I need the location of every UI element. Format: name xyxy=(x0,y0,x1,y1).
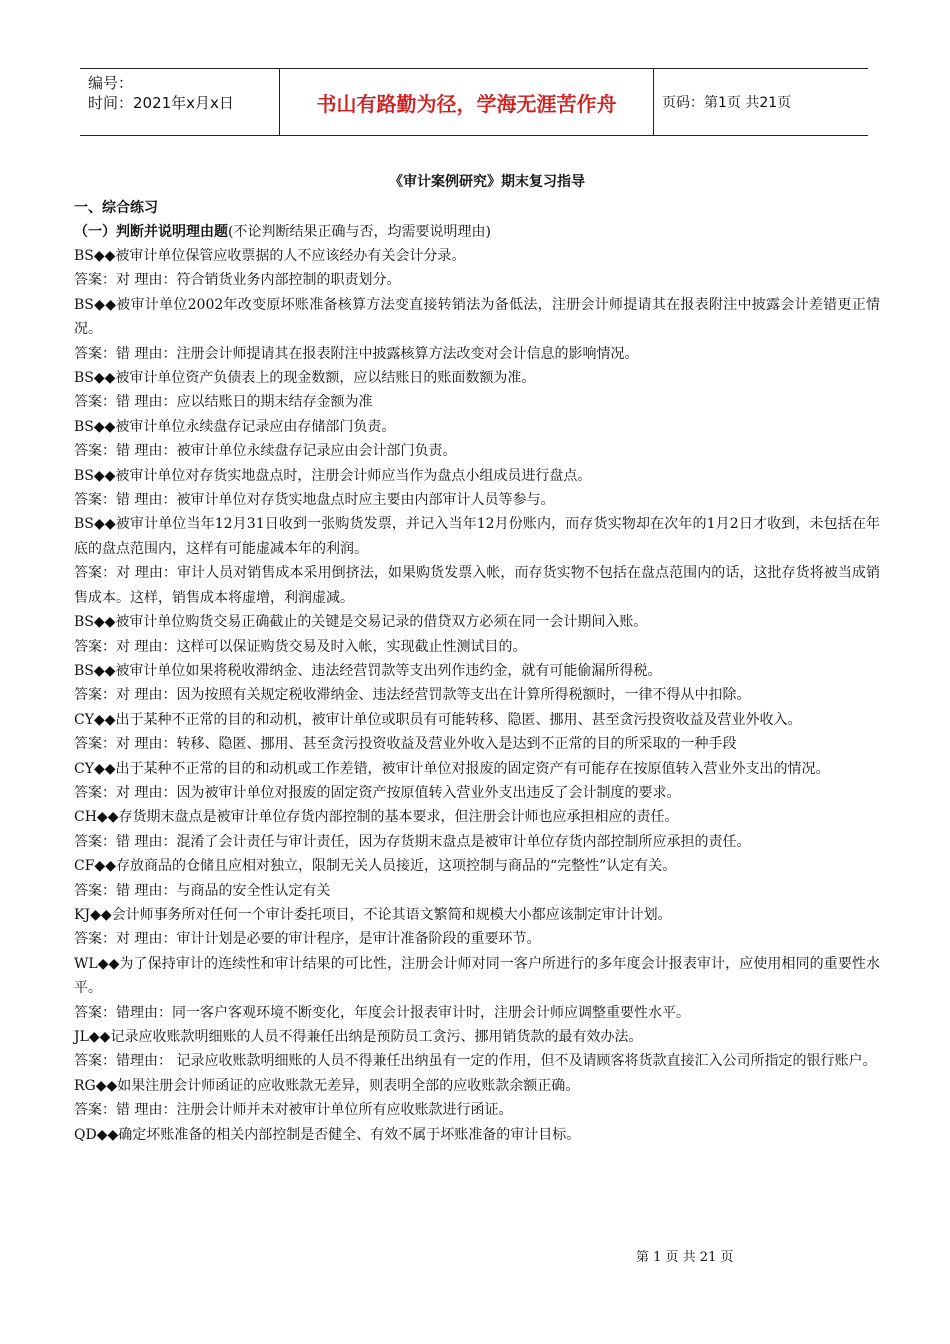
paragraph: QD◆◆确定坏账准备的相关内部控制是否健全、有效不属于坏账准备的审计目标。 xyxy=(74,1126,581,1143)
paragraph: 答案：对 理由：符合销货业务内部控制的职责划分。 xyxy=(74,272,401,289)
paragraph: BS◆◆被审计单位2002年改变原坏账准备核算方法变直接转销法为备低法，注册会计师提请其在报表附注中披露会计差错更正情况。 xyxy=(74,296,880,338)
paragraph: 答案：对 理由：因为被审计单位对报废的固定资产按原值转入营业外支出违反了会计制度的要求。 xyxy=(74,784,681,801)
header-meta xyxy=(80,69,280,135)
page-header xyxy=(80,68,868,136)
header-motto: 书山有路勤为径，学海无涯苦作舟 xyxy=(280,69,654,135)
header-number: 编号： xyxy=(88,74,134,92)
header-time: 时间：2021年x月x日 xyxy=(88,94,234,112)
paragraph: 答案：错 理由：被审计单位永续盘存记录应由会计部门负责。 xyxy=(74,443,457,460)
document-title: 《审计案例研究》期末复习指导 xyxy=(389,174,585,190)
subsection-title: （一）判断并说明理由题 xyxy=(74,224,228,240)
paragraph: BS◆◆被审计单位资产负债表上的现金数额，应以结账日的账面数额为准。 xyxy=(74,370,536,387)
paragraph: BS◆◆被审计单位如果将税收滞纳金、违法经营罚款等支出列作违约金，就有可能偷漏所得税。 xyxy=(74,662,662,679)
paragraph: JL◆◆记录应收账款明细账的人员不得兼任出纳是预防员工贪污、挪用销货款的最有效办法。 xyxy=(74,1029,643,1045)
paragraph-list xyxy=(74,244,880,1147)
paragraph: KJ◆◆会计师事务所对任何一个审计委托项目，不论其语文繁简和规模大小都应该制定审计计划。 xyxy=(74,906,672,923)
paragraph: 答案：错理由：同一客户客观环境不断变化，年度会计报表审计时，注册会计师应调整重要性水平。 xyxy=(74,1004,690,1021)
paragraph: 答案：错 理由：被审计单位对存货实地盘点时应主要由内部审计人员等参与。 xyxy=(74,492,555,509)
document-body xyxy=(74,170,880,1147)
paragraph: 答案：对 理由：审计计划是必要的审计程序，是审计准备阶段的重要环节。 xyxy=(74,931,541,948)
paragraph: 答案：错 理由：注册会计师提请其在报表附注中披露核算方法改变对会计信息的影响情况。 xyxy=(74,345,639,362)
paragraph: 答案：对 理由：审计人员对销售成本采用倒挤法，如果购货发票入帐，而存货实物不包括在盘点范围内的话，这批存货将被当成销售成本。这样，销售成本将虚增，利润虚减。 xyxy=(74,565,880,606)
header-page-number: 页码：第1页 共21页 xyxy=(662,95,792,111)
paragraph: BS◆◆被审计单位保管应收票据的人不应该经办有关会计分录。 xyxy=(74,248,466,264)
paragraph: BS◆◆被审计单位购货交易正确截止的关键是交易记录的借贷双方必须在同一会计期间入账。 xyxy=(74,614,648,631)
paragraph: 答案：对 理由：转移、隐匿、挪用、甚至贪污投资收益及营业外收入是达到不正常的目的所采取的一种手段 xyxy=(74,736,737,753)
paragraph: BS◆◆被审计单位当年12月31日收到一张购货发票，并记入当年12月份账内，而存货实物却在次年的1月2日才收到，未包括在年底的盘点范围内，这样有可能虚减本年的利润。 xyxy=(74,516,880,557)
paragraph: BS◆◆被审计单位永续盘存记录应由存储部门负责。 xyxy=(74,418,396,435)
paragraph: CY◆◆出于某种不正常的目的和动机或工作差错，被审计单位对报废的固定资产有可能存在按原值转入营业外支出的情况。 xyxy=(74,760,830,777)
paragraph: 答案：错 理由：注册会计师并未对被审计单位所有应收账款进行函证。 xyxy=(74,1102,513,1119)
paragraph: CH◆◆存货期末盘点是被审计单位存货内部控制的基本要求，但注册会计师也应承担相应的责任。 xyxy=(74,809,679,826)
paragraph: CF◆◆存放商品的仓储且应相对独立，限制无关人员接近，这项控制与商品的“完整性”认定有关。 xyxy=(74,858,677,875)
paragraph: WL◆◆为了保持审计的连续性和审计结果的可比性，注册会计师对同一客户所进行的多年度会计报表审计，应使用相同的重要性水平。 xyxy=(74,955,880,997)
paragraph: 答案：对 理由：因为按照有关规定税收滞纳金、违法经营罚款等支出在计算所得税额时，一律不得从中扣除。 xyxy=(74,687,751,704)
paragraph: 答案：错 理由：与商品的安全性认定有关 xyxy=(74,882,331,899)
paragraph: RG◆◆如果注册会计师函证的应收账款无差异，则表明全部的应收账款余额正确。 xyxy=(74,1077,580,1094)
subsection-heading xyxy=(74,220,880,244)
section-heading: 一、综合练习 xyxy=(74,200,158,216)
paragraph: 答案：错理由： 记录应收账款明细账的人员不得兼任出纳虽有一定的作用，但不及请顾客将货款直接汇入公司所指定的银行账户。 xyxy=(74,1053,877,1070)
subsection-note: (不论判断结果正确与否，均需要说明理由) xyxy=(228,224,491,240)
paragraph: 答案：对 理由：这样可以保证购货交易及时入帐，实现截止性测试目的。 xyxy=(74,638,527,655)
page-footer: 第 1 页 共 21 页 xyxy=(636,1250,734,1265)
paragraph: BS◆◆被审计单位对存货实地盘点时，注册会计师应当作为盘点小组成员进行盘点。 xyxy=(74,467,592,484)
paragraph: 答案：错 理由：应以结账日的期末结存金额为准 xyxy=(74,394,373,411)
paragraph: CY◆◆出于某种不正常的目的和动机，被审计单位或职员有可能转移、隐匿、挪用、甚至贪污投资收益及营业外收入。 xyxy=(74,711,802,728)
paragraph: 答案：错 理由：混淆了会计责任与审计责任，因为存货期末盘点是被审计单位存货内部控制所应承担的责任。 xyxy=(74,833,751,850)
